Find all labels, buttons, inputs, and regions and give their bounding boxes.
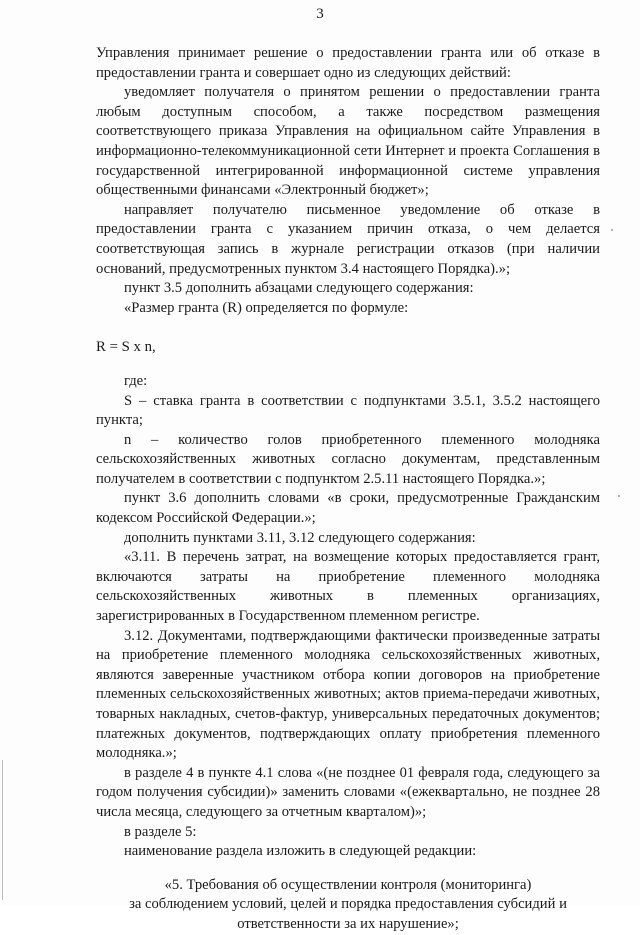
page-number: 3 xyxy=(316,6,324,22)
heading-line: «5. Требования об осуществлении контроля (мониторинга) xyxy=(164,876,532,893)
paragraph-section-title: наименование раздела изложить в следующей редакции: xyxy=(124,843,477,860)
paragraph-clause-3-11: «3.11. В перечень затрат, на возмещение которых предоставляется грант, включаются затраты на приобретение племенного молодняка сельскохозяйственных животных в племенных организациях, зарегистрированных в Государственном племенном регистре. xyxy=(96,549,600,625)
paragraph-grant-size: «Размер гранта (R) определяется по формуле: xyxy=(124,299,409,316)
grant-formula: R = S x n, xyxy=(96,339,156,356)
scan-dot xyxy=(611,229,613,231)
paragraph-where: где: xyxy=(124,372,148,389)
paragraph-n-definition: n – количество голов приобретенного племенного молодняка сельскохозяйственных животных согласно документам, представленным получателем в соответствии с подпунктом 2.5.11 настоящего Порядка.»; xyxy=(96,431,600,487)
scan-edge-mark xyxy=(2,760,3,900)
paragraph-clause-3-6: пункт 3.6 дополнить словами «в сроки, предусмотренные Гражданским кодексом Российской Федерации.»; xyxy=(96,490,600,527)
document-body xyxy=(96,44,600,935)
paragraph-intro: Управления принимает решение о предоставлении гранта или об отказе в предоставлении гранта и совершает одно из следующих действий: xyxy=(96,45,600,81)
paragraph-s-definition: S – ставка гранта в соответствии с подпунктами 3.5.1, 3.5.2 настоящего пункта; xyxy=(96,392,600,429)
heading-line: ответственности за их нарушение»; xyxy=(237,915,459,932)
scan-dot xyxy=(618,495,620,497)
paragraph-notify: уведомляет получателя о принятом решении о предоставлении гранта любым доступным способом, а также посредством размещения соответствующего приказа Управления на официальном сайте Управления в информационно-телекоммуникационной сети Интернет и проекта Соглашения в государственной интегрированной информационной системе управления общественными финансами «Электронный бюджет»; xyxy=(96,84,600,199)
paragraph-add-clauses: дополнить пунктами 3.11, 3.12 следующего содержания: xyxy=(124,529,476,546)
paragraph-clause-3-5: пункт 3.5 дополнить абзацами следующего содержания: xyxy=(124,280,474,297)
paragraph-refusal: направляет получателю письменное уведомление об отказе в предоставлении гранта с указанием причин отказа, о чем делается соответствующая запись в журнале регистрации отказов (при наличии оснований, предусмотренных пунктом 3.4 настоящего Порядка).»; xyxy=(96,201,600,277)
section-5-heading xyxy=(96,876,600,935)
paragraph-clause-3-12: 3.12. Документами, подтверждающими фактически произведенные затраты на приобретение племенного молодняка сельскохозяйственных животных, являются заверенные участником отбора копии договоров на приобретение племенных сельскохозяйственных животных; актов приема-передачи животных, товарных накладных, счетов-фактур, универсальных передаточных документов; платежных документов, подтверждающих оплату приобретения племенного молодняка.»; xyxy=(96,627,600,762)
heading-line: за соблюдением условий, целей и порядка предоставления субсидий и xyxy=(129,896,567,913)
paragraph-section-5: в разделе 5: xyxy=(124,823,197,840)
paragraph-section-4: в разделе 4 в пункте 4.1 слова «(не позднее 01 февраля года, следующего за годом получения субсидии)» заменить словами «(ежеквартально, не позднее 28 числа месяца, следующего за отчетным кварталом)»; xyxy=(96,764,600,820)
